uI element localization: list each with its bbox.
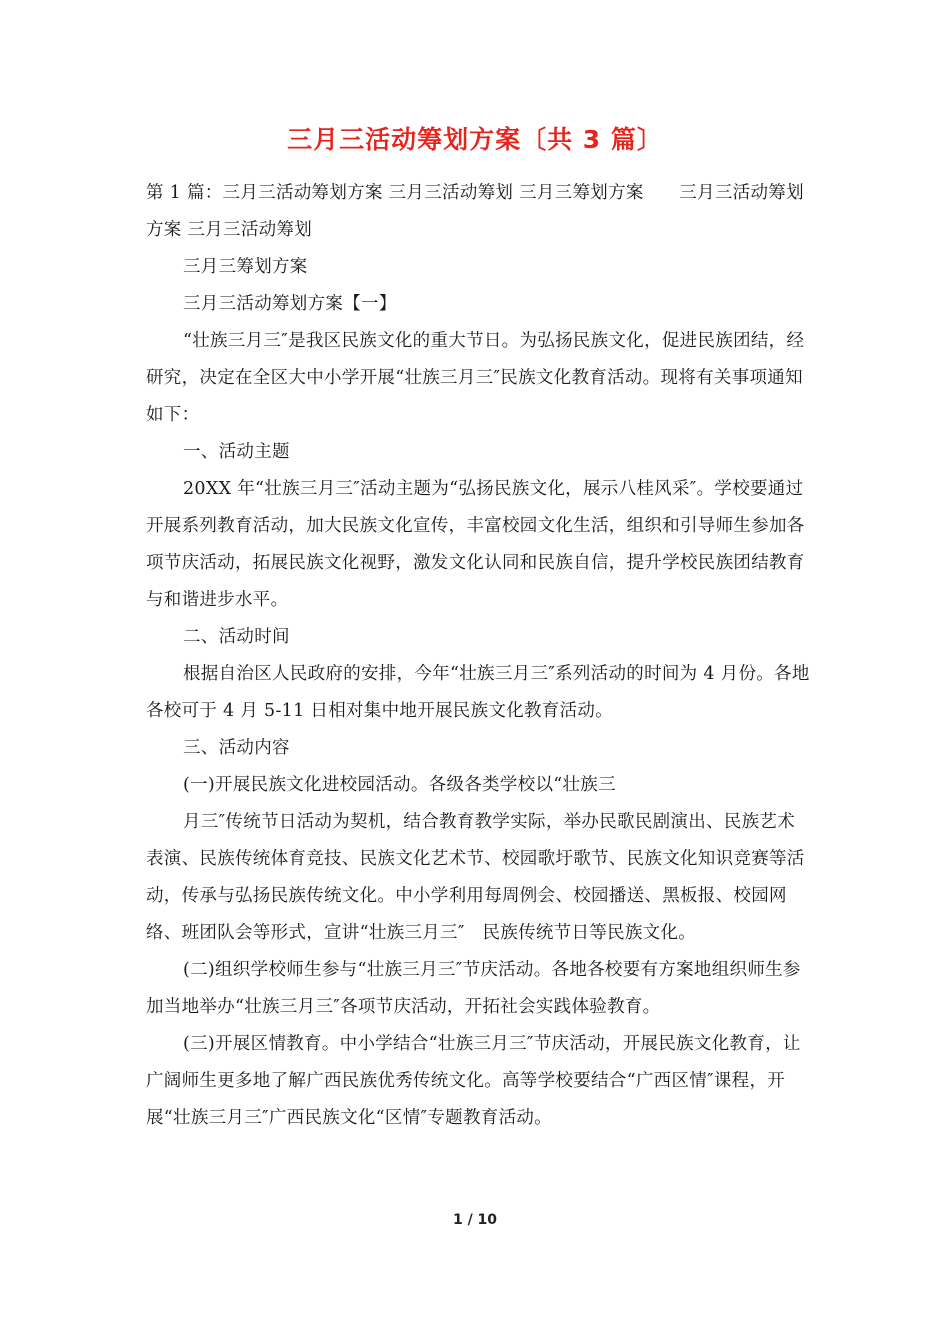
paragraph: 根据自治区人民政府的安排，今年“壮族三月三″系列活动的时间为 4 月份。各地各校可于 4 月 5-11 日相对集中地开展民族文化教育活动。: [146, 664, 810, 721]
paragraph: (三)开展区情教育。中小学结合“壮族三月三″节庆活动，开展民族文化教育，让广阔师生更多地了解广西民族优秀传统文化。高等学校要结合“广西区情″课程，开展“壮族三月三″广西民族文化“区情″专题教育活动。: [146, 1034, 801, 1128]
paragraph: 20XX 年“壮族三月三″活动主题为“弘扬民族文化，展示八桂风采″。学校要通过开展系列教育活动，加大民族文化宣传，丰富校园文化生活，组织和引导师生参加各项节庆活动，拓展民族文化视野，激发文化认同和民族自信，提升学校民族团结教育与和谐进步水平。: [146, 479, 805, 610]
document-body: [146, 175, 812, 1137]
paragraph: “壮族三月三″是我区民族文化的重大节日。为弘扬民族文化，促进民族团结，经研究，决定在全区大中小学开展“壮族三月三″民族文化教育活动。现将有关事项通知如下：: [146, 331, 805, 425]
paragraph-heading-line: 第 1 篇：三月三活动筹划方案 三月三活动筹划 三月三筹划方案 三月三活动筹划方案 三月三活动筹划: [146, 183, 804, 240]
section-heading: 二、活动时间: [183, 627, 290, 647]
section-heading: 一、活动主题: [183, 442, 290, 462]
paragraph: 月三″传统节日活动为契机，结合教育教学实际，举办民歌民剧演出、民族艺术表演、民族传统体育竞技、民族文化艺术节、校园歌圩歌节、民族文化知识竞赛等活动，传承与弘扬民族传统文化。中小学利用每周例会、校园播送、黑板报、校园网络、班团队会等形式，宣讲“壮族三月三″ 民族传统节日等民族文化。: [146, 812, 805, 943]
page-number: 1 / 10: [452, 1212, 498, 1228]
paragraph: 三月三活动筹划方案【一】: [183, 294, 397, 314]
paragraph: 三月三筹划方案: [183, 257, 308, 277]
paragraph: (二)组织学校师生参与“壮族三月三″节庆活动。各地各校要有方案地组织师生参加当地举办“壮族三月三″各项节庆活动，开拓社会实践体验教育。: [146, 960, 801, 1017]
document-title: 三月三活动筹划方案〔共 3 篇〕: [287, 125, 663, 154]
section-heading: 三、活动内容: [183, 738, 290, 758]
paragraph: (一)开展民族文化进校园活动。各级各类学校以“壮族三: [183, 775, 616, 795]
